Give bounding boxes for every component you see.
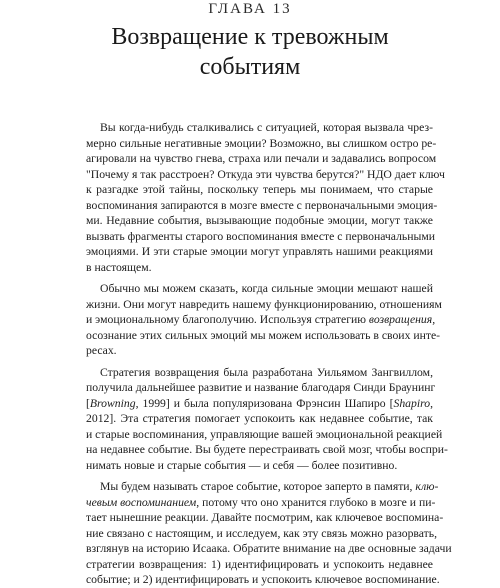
text-line: Вы когда-нибудь сталкивались с ситуацией, которая вызвала чрез- [100,121,433,134]
text-line: 2012]. Эта стратегия помогает успокоить как недавнее событие, так [86,412,433,425]
text-segment: , 1999] и была популяризована Фрэнсин Шапиро [ [135,396,394,410]
text-line: эмоциями. И эти старые эмоции могут управлять нашими реакциями [86,245,433,258]
text-line: событие; и 2) идентифицировать и успокоить ключевое воспоминание. [86,573,440,586]
text-line: к разгадке этой тайны, поскольку теперь мы понимаем, что старые [86,183,433,196]
text-segment: [ [86,396,90,410]
text-line: в настоящем. [86,260,152,274]
emphasized-word: возвращения, [368,313,436,326]
text-line [86,312,436,328]
text-segment: Мы будем называть старое событие, которое заперто в памяти, [100,480,416,493]
text-line: "Почему я так расстроен? Откуда эти чувства берутся?" НДО дает ключ [86,167,445,181]
chapter-title-line-1: Возвращение к тревожным [111,24,389,50]
text-line: на недавнее событие. Вы будете перестраивать свой мозг, чтобы воспри- [86,443,448,456]
citation-author: Shapiro [393,396,431,410]
text-line: стратегии возвращения: 1) идентифицировать и успокоить недавнее [86,557,433,571]
text-line: тает нынешние реакции. Давайте посмотрим, как ключевое воспомина- [86,511,444,524]
paragraph-3 [86,365,448,474]
text-line: получила дальнейшее развитие и название благодаря Синди Браунинг [86,381,436,394]
emphasized-word: чевым воспоминанием [86,495,197,509]
text-segment: , потому что оно хранится глубоко в мозге и пи- [196,495,436,509]
text-line: жизни. Они могут навредить нашему функционированию, отношениям [86,297,442,311]
text-line [86,396,433,412]
text-line [86,495,436,511]
chapter-label: ГЛАВА 13 [208,1,292,17]
body-text [86,120,452,588]
chapter-title [0,22,500,82]
text-line [86,479,439,495]
text-line: воспоминания запираются в мозге вместе с первоначальными эмоция- [86,198,438,212]
citation-author: Browning [89,396,136,410]
text-line: нимать новые и старые события — и себя — более позитивно. [86,458,398,472]
text-line: ми. Недавние события, вызывающие подобные эмоции, могут также [86,214,433,227]
paragraph-1 [86,120,445,275]
text-line: вызвать фрагменты старого воспоминания вместе с первоначальными [86,229,436,243]
chapter-title-line-2: событиям [199,54,301,80]
paragraph-4 [86,479,452,588]
text-line: агировали на чувство гнева, страха или печали и задавались вопросом [86,152,437,165]
text-line: осознание этих сильных эмоций мы можем использовать в своих инте- [86,328,441,342]
paragraph-2 [86,281,442,359]
text-line: мерно сильные негативные эмоции? Возможно, вы слишком остро ре- [86,136,437,150]
text-line: Стратегия возвращения была разработана Уильямом Зангвиллом, [100,365,433,379]
text-segment: , [430,396,433,410]
text-line: взглянув на историю Исаака. Обратите внимание на две основные задачи [86,542,452,555]
text-segment: и эмоциональному благополучию. Используя стратегию [86,313,369,326]
text-line: ресах. [86,344,117,357]
text-line: ние связано с настоящим, и исследуем, как эту связь можно разорвать, [86,526,438,540]
text-line: и старые воспоминания, управляющие вашей эмоциональной реакцией [86,427,443,441]
text-line: Обычно мы можем сказать, когда сильные эмоции мешают нашей [100,282,433,295]
emphasized-word: клю- [415,480,439,493]
